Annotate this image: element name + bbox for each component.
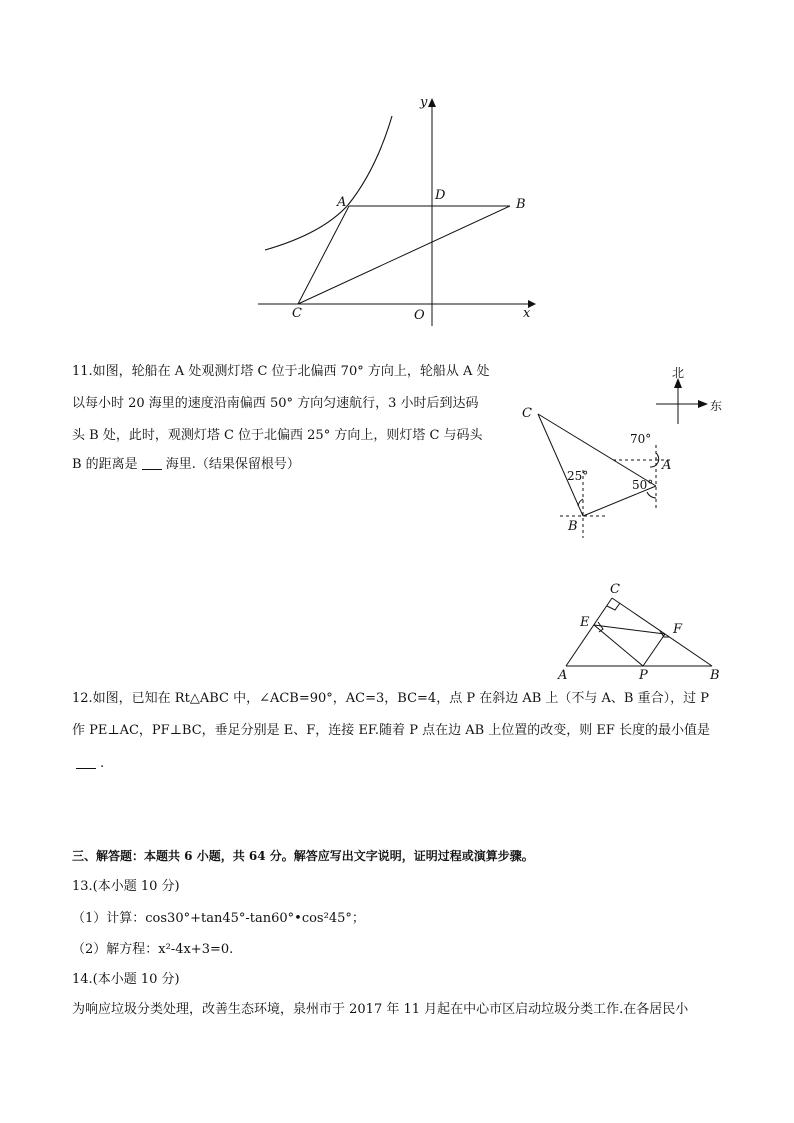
q13-title: 13.(本小题 10 分) — [72, 879, 180, 894]
segment-AC-q12 — [566, 598, 612, 666]
q14-title: 14.(本小题 10 分) — [72, 972, 180, 987]
angle-label-50: 50° — [632, 478, 654, 492]
segment-PE — [594, 625, 643, 666]
label-O: O — [414, 308, 425, 323]
q12-line-3-end: . — [100, 756, 105, 771]
q11-line-1: 11.如图，轮船在 A 处观测灯塔 C 位于北偏西 70° 方向上，轮船从 A 处 — [72, 364, 490, 379]
right-angle-mark-E — [598, 622, 603, 632]
label-P-q12: P — [639, 668, 648, 683]
label-E-q12: E — [580, 615, 590, 630]
label-C-bearing: C — [522, 406, 532, 421]
label-y: y — [420, 95, 428, 110]
label-C-q12: C — [610, 582, 620, 597]
label-B-fig10: B — [516, 197, 526, 212]
label-A-bearing: A — [662, 458, 672, 473]
segment-PF — [643, 634, 665, 666]
label-x: x — [523, 306, 531, 321]
q12-line-2: 作 PE⊥AC，PF⊥BC，垂足分别是 E、F，连接 EF.随着 P 点在边 AB 上位置的改变，则 EF 长度的最小值是 — [72, 723, 711, 738]
q13-part-1: （1）计算：cos30°+tan45°-tan60°•cos²45°； — [72, 911, 365, 926]
q12-line-1: 12.如图，已知在 Rt△ABC 中，∠ACB=90°，AC=3，BC=4，点 P 在斜边 AB 上（不与 A、B 重合），过 P — [72, 691, 710, 706]
angle-label-25: 25° — [567, 469, 589, 483]
q11-line-2: 以每小时 20 海里的速度沿南偏西 50° 方向匀速航行，3 小时后到达码 — [72, 396, 479, 411]
east-label: 东 — [710, 399, 723, 413]
q12-line-3 — [72, 754, 104, 774]
north-label: 北 — [672, 366, 685, 380]
q11-line-3: 头 B 处，此时，观测灯塔 C 位于北偏西 25° 方向上，则灯塔 C 与码头 — [72, 428, 483, 443]
label-B-bearing: B — [568, 519, 578, 534]
label-A-fig10: A — [337, 195, 347, 210]
q11-line-4-end: 海里.（结果保留根号） — [165, 457, 300, 472]
answer-blank-q12[interactable] — [76, 756, 96, 769]
label-F-q12: F — [673, 622, 683, 637]
label-D: D — [435, 188, 446, 203]
q11-line-4-start: B 的距离是 — [72, 457, 138, 472]
right-angle-mark-C — [607, 603, 620, 610]
segment-CB-q12 — [612, 598, 712, 666]
q13-part-2: （2）解方程：x²-4x+3=0. — [72, 942, 234, 957]
q14-line-1: 为响应垃圾分类处理，改善生态环境，泉州市于 2017 年 11 月起在中心市区启动垃圾分类工作.在各居民小 — [72, 1002, 689, 1017]
label-B-q12: B — [710, 668, 720, 683]
label-A-q12: A — [558, 668, 568, 683]
label-C-fig10: C — [292, 306, 302, 321]
section-3-heading: 三、解答题：本题共 6 小题，共 64 分。解答应写出文字说明，证明过程或演算步骤。 — [72, 849, 534, 863]
angle-label-70: 70° — [630, 432, 652, 446]
